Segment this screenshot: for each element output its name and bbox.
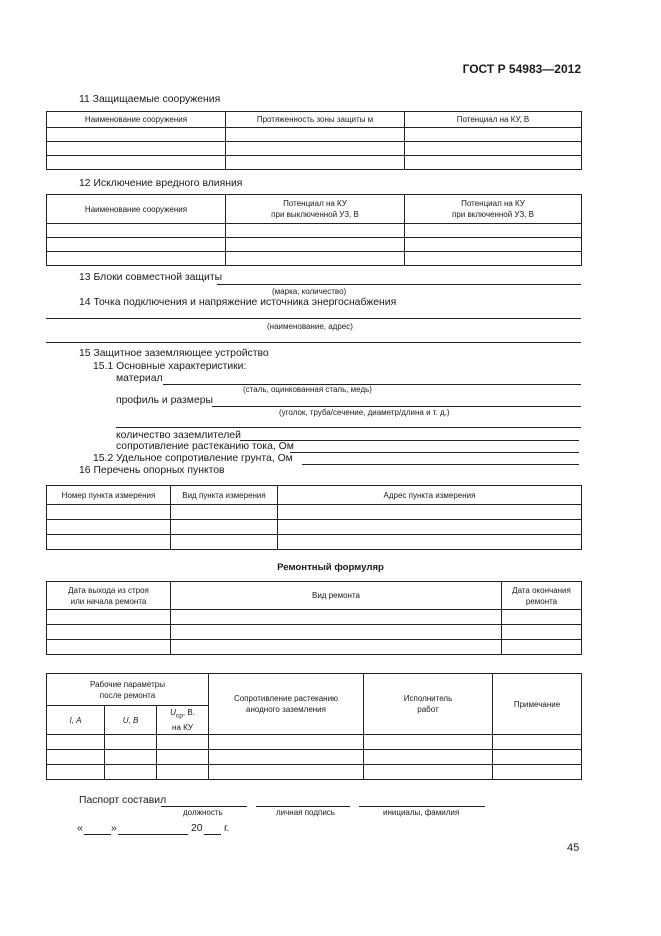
col-header xyxy=(105,706,157,735)
col-header: Наименование сооружения xyxy=(47,112,226,128)
col-header: Потенциал на КУ при включенной УЗ, В xyxy=(405,195,582,224)
section-15-1-label: 15.1 Основные характеристики: xyxy=(93,361,247,372)
fill-line xyxy=(46,318,581,319)
table-row xyxy=(47,735,582,750)
position-hint: должность xyxy=(183,808,223,817)
table-row xyxy=(47,765,582,780)
fill-line xyxy=(46,342,581,343)
col-header: Вид пункта измерения xyxy=(171,486,278,505)
fill-line xyxy=(212,406,581,407)
col-header: Номер пункта измерения xyxy=(47,486,171,505)
fill-line xyxy=(116,427,581,428)
table-row xyxy=(47,224,582,238)
year-prefix: 20 xyxy=(191,823,203,834)
fill-line xyxy=(290,452,579,453)
col-header: Вид ремонта xyxy=(171,582,502,610)
table-row xyxy=(47,252,582,266)
hint-text: (уголок, труба/сечение, диаметр/длина и т. д.) xyxy=(279,408,450,417)
table-row xyxy=(47,750,582,765)
hint-text: (наименование, адрес) xyxy=(267,322,353,331)
hint-text: (марка, количество) xyxy=(272,287,347,296)
name-line xyxy=(359,806,485,807)
col-header: Сопротивление растеканию анодного заземления xyxy=(209,674,364,735)
date-open-quote: « xyxy=(77,823,83,834)
col-header: Дата выхода из строя или начала ремонта xyxy=(47,582,171,610)
compiled-by-label: Паспорт составил xyxy=(79,795,167,806)
col-header: Наименование сооружения xyxy=(47,195,226,224)
section-16-title: 16 Перечень опорных пунктов xyxy=(79,465,225,476)
section-15-label: 15 Защитное заземляющее устройство xyxy=(79,348,269,359)
fill-line xyxy=(302,464,579,465)
col-header: Дата окончания ремонта xyxy=(502,582,582,610)
signature-line xyxy=(256,806,350,807)
col-header: Адрес пункта измерения xyxy=(278,486,582,505)
date-close-quote: » xyxy=(111,823,117,834)
month-line xyxy=(118,834,188,835)
grounding-count-label: количество заземлителей xyxy=(116,430,241,441)
voltage-label: U, В xyxy=(122,715,139,725)
table-row xyxy=(47,610,582,625)
table-row xyxy=(47,156,582,170)
col-header xyxy=(47,706,105,735)
section-12-title: 12 Исключение вредного влияния xyxy=(79,178,243,189)
section-13-label: 13 Блоки совместной защиты xyxy=(79,272,223,283)
table-row xyxy=(47,238,582,252)
year-line xyxy=(204,834,221,835)
table-row xyxy=(47,520,582,535)
col-header xyxy=(157,706,209,735)
spreading-resistance-label: сопротивление растеканию тока, Ом xyxy=(116,441,294,452)
table-row xyxy=(47,142,582,156)
col-header: Потенциал на КУ при выключенной УЗ, В xyxy=(226,195,405,224)
day-line xyxy=(84,834,111,835)
table-interference xyxy=(46,194,582,266)
profile-label: профиль и размеры xyxy=(116,395,213,406)
col-header: Исполнитель работ xyxy=(364,674,493,735)
section-15-2-label: 15.2 Удельное сопротивление грунта, Ом xyxy=(93,453,293,464)
table-row xyxy=(47,128,582,142)
document-header: ГОСТ Р 54983—2012 xyxy=(462,62,581,76)
table-row xyxy=(47,505,582,520)
hint-text: (сталь, оцинкованная сталь, медь) xyxy=(243,385,372,394)
col-header: Потенциал на КУ, В xyxy=(405,112,582,128)
section-11-title: 11 Защищаемые сооружения xyxy=(79,94,221,105)
year-suffix: г. xyxy=(224,823,230,834)
material-label: материал xyxy=(116,373,163,384)
table-row xyxy=(47,625,582,640)
section-14-label: 14 Точка подключения и напряжение источника энергоснабжения xyxy=(79,297,397,308)
fill-line xyxy=(217,284,581,285)
page-number: 45 xyxy=(567,842,580,854)
table-reference-points xyxy=(46,485,582,550)
position-line xyxy=(161,806,247,807)
repair-form-title: Ремонтный формуляр xyxy=(277,562,384,573)
table-row xyxy=(47,535,582,550)
col-header: Рабочие параметры после ремонта xyxy=(47,674,209,706)
potential-label: $U_{ср}$, В. на КУ xyxy=(170,708,195,732)
current-label: I, А xyxy=(69,715,82,725)
table-repair-form xyxy=(46,581,582,655)
name-hint: инициалы, фамилия xyxy=(383,808,460,817)
table-operating-parameters xyxy=(46,673,582,780)
col-header: Примечание xyxy=(493,674,582,735)
signature-hint: личная подпись xyxy=(276,808,335,817)
fill-line xyxy=(163,384,581,385)
table-protected-structures xyxy=(46,111,582,170)
table-row xyxy=(47,640,582,655)
col-header: Протяженность зоны защиты м xyxy=(226,112,405,128)
